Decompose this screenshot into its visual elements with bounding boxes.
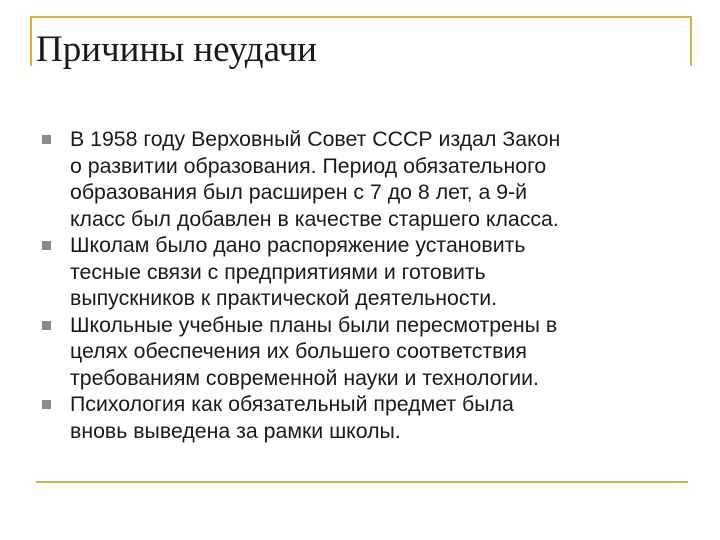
- bullet-text-line: Психология как обязательный предмет была: [70, 392, 514, 416]
- bullet-text-line: В 1958 году Верховный Совет СССР издал Закон: [70, 127, 561, 151]
- bullet-text-line: требованиям современной науки и технологии.: [70, 365, 539, 390]
- bullet-text-line: о развитии образования. Период обязательного: [70, 153, 547, 178]
- bullet-text-line: целях обеспечения их большего соответствия: [70, 339, 527, 363]
- bullet-text-line: Школьные учебные планы были пересмотрены в: [70, 312, 558, 337]
- bullet-text-line: тесные связи с предприятиями и готовить: [70, 259, 486, 284]
- bullet-text-line: Школам было дано распоряжение установить: [70, 233, 526, 257]
- frame-top-line: [30, 16, 692, 18]
- square-bullet-icon: [42, 241, 51, 250]
- bullet-text-line: класс был добавлен в качестве старшего класса.: [70, 206, 559, 231]
- frame-left-line: [30, 16, 32, 66]
- bullet-list: [36, 126, 676, 444]
- frame-bottom-line: [36, 481, 688, 483]
- frame-right-line: [690, 16, 692, 66]
- bullet-item: [36, 126, 676, 232]
- bullet-item: [36, 232, 676, 312]
- square-bullet-icon: [42, 135, 51, 144]
- bullet-text-line: вновь выведена за рамки школы.: [70, 418, 401, 443]
- bullet-text-line: выпускников к практической деятельности.: [70, 286, 498, 310]
- bullet-text-line: образования был расширен с 7 до 8 лет, а 9-й: [70, 180, 528, 204]
- bullet-item: [36, 391, 676, 444]
- slide-title: Причины неудачи: [36, 29, 317, 70]
- square-bullet-icon: [42, 321, 51, 330]
- bullet-item: [36, 312, 676, 392]
- square-bullet-icon: [42, 400, 51, 409]
